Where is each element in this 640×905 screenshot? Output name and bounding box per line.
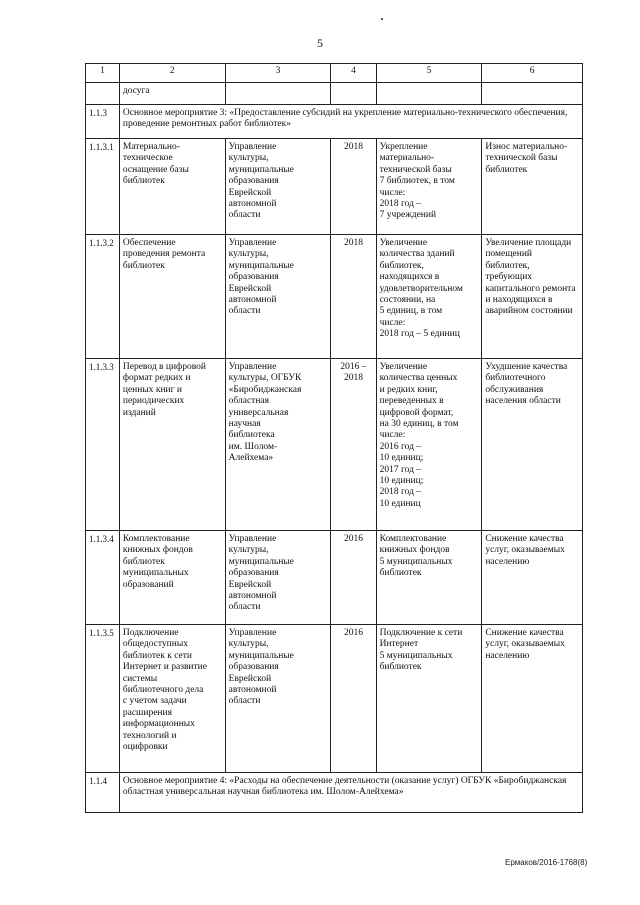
page-number: 5 <box>317 36 323 50</box>
executor: Управление культуры, муниципальные образования Еврейской автономной области <box>225 235 331 359</box>
row-number: 1.1.3.2 <box>86 235 120 359</box>
row-number: 1.1.3.4 <box>86 531 120 625</box>
table-row <box>86 235 583 359</box>
executor: Управление культуры, муниципальные образования Еврейской автономной области <box>225 139 331 235</box>
table-row <box>86 359 583 531</box>
consequence: Увеличение площади помещений библиотек, требующих капитального ремонта и находящихся в аварийном состоянии <box>482 235 583 359</box>
consequence: Ухудшение качества библиотечного обслуживания населения области <box>482 359 583 531</box>
continuation-text: досуга <box>119 83 225 105</box>
row-number: 1.1.3.5 <box>86 625 120 773</box>
section-title: Основное мероприятие 4: «Расходы на обеспечение деятельности (оказание услуг) ОГБУК «Биробиджанская областная универсальная научная библиотека им. Шолом-Алейхема» <box>119 773 582 813</box>
row-number: 1.1.3.3 <box>86 359 120 531</box>
activity-name: Материально- техническое оснащение базы библиотек <box>119 139 225 235</box>
activity-name: Комплектование книжных фондов библиотек муниципальных образований <box>119 531 225 625</box>
section-row-113 <box>86 105 583 139</box>
section-row-114 <box>86 773 583 813</box>
expected-result: Увеличение количества зданий библиотек, находящихся в удовлетворительном состоянии, на 5 единиц, в том числе: 2018 год – 5 единиц <box>376 235 482 359</box>
table-row <box>86 531 583 625</box>
table-row <box>86 139 583 235</box>
expected-result: Комплектование книжных фондов 5 муниципальных библиотек <box>376 531 482 625</box>
header-col-5: 5 <box>376 64 482 83</box>
executor: Управление культуры, ОГБУК «Биробиджанская областная универсальная научная библиотека им. Шолом- Алейхема» <box>225 359 331 531</box>
activity-name: Обеспечение проведения ремонта библиотек <box>119 235 225 359</box>
expected-result: Увеличение количества ценных и редких книг, переведенных в цифровой формат, на 30 единиц, в том числе: 2016 год – 10 единиц; 2017 год – 10 единиц; 2018 год – 10 единиц <box>376 359 482 531</box>
section-title: Основное мероприятие 3: «Предоставление субсидий на укрепление материально-технического обеспечения, проведение ремонтных работ библиотек» <box>119 105 582 139</box>
period: 2016 <box>331 531 376 625</box>
period: 2018 <box>331 139 376 235</box>
continuation-row <box>86 83 583 105</box>
activity-name: Подключение общедоступных библиотек к сети Интернет и развитие системы библиотечного дела с учетом задачи расширения информационных технологий и оцифровки <box>119 625 225 773</box>
expected-result: Подключение к сети Интернет 5 муниципальных библиотек <box>376 625 482 773</box>
activities-table <box>85 63 583 813</box>
consequence: Износ материально- технической базы библиотек <box>482 139 583 235</box>
table-header-row <box>86 64 583 83</box>
header-col-4: 4 <box>331 64 376 83</box>
header-col-1: 1 <box>86 64 120 83</box>
section-number: 1.1.4 <box>86 773 120 813</box>
period: 2016 – 2018 <box>331 359 376 531</box>
header-col-6: 6 <box>482 64 583 83</box>
header-col-3: 3 <box>225 64 331 83</box>
period: 2016 <box>331 625 376 773</box>
section-number: 1.1.3 <box>86 105 120 139</box>
header-col-2: 2 <box>119 64 225 83</box>
expected-result: Укрепление материально- технической базы 7 библиотек, в том числе: 2018 год – 7 учреждений <box>376 139 482 235</box>
table-row <box>86 625 583 773</box>
row-number: 1.1.3.1 <box>86 139 120 235</box>
executor: Управление культуры, муниципальные образования Еврейской автономной области <box>225 625 331 773</box>
activity-name: Перевод в цифровой формат редких и ценных книг и периодических изданий <box>119 359 225 531</box>
consequence: Снижение качества услуг, оказываемых населению <box>482 625 583 773</box>
scan-dot <box>381 18 383 20</box>
document-code: Ермаков/2016-1768(8) <box>505 858 588 867</box>
period: 2018 <box>331 235 376 359</box>
consequence: Снижение качества услуг, оказываемых населению <box>482 531 583 625</box>
executor: Управление культуры, муниципальные образования Еврейской автономной области <box>225 531 331 625</box>
